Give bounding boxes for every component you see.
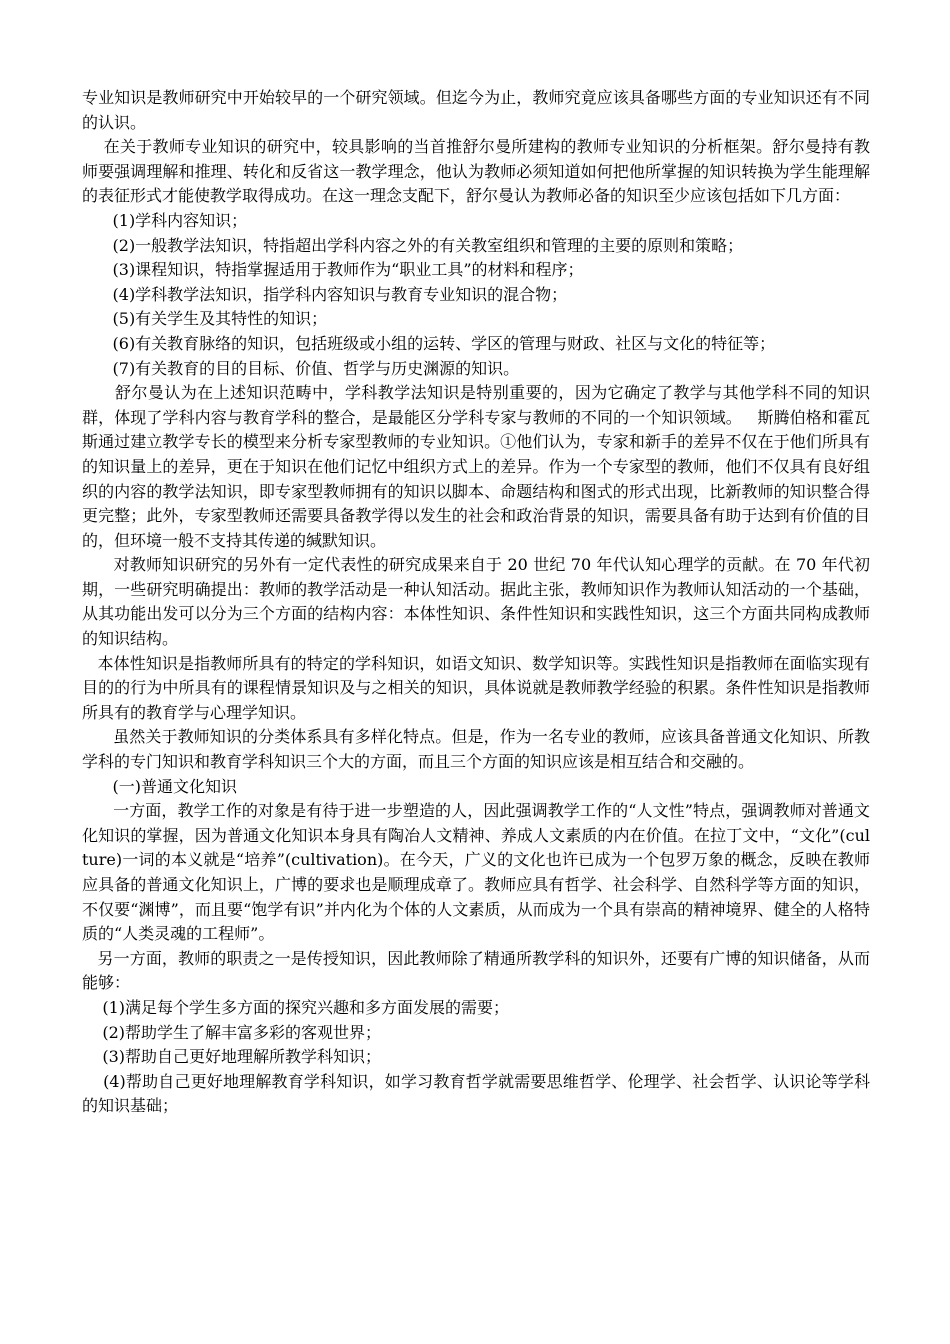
paragraph-pedagogical-knowledge: 舒尔曼认为在上述知识范畴中，学科教学法知识是特别重要的，因为它确定了教学与其他学科不同的知识群，体现了学科内容与教育学科的整合，是最能区分学科专家与教师的不同的一个知识领域。 斯腾伯格和霍瓦斯通过建立教学专长的模型来分析专家型教师的专业知识。①他们认为，专家和新手的差异不仅在于他们所具有的知识量上的差异，更在于知识在他们记忆中组织方式上的差异。作为一个专家型的教师，他们不仅具有良好组织的内容的教学法知识，即专家型教师拥有的知识以脚本、命题结构和图式的形式出现，比新教师的知识整合得更完整；此外，专家型教师还需要具备教学得以发生的社会和政治背景的知识，需要具备有助于达到有价值的目的，但环境一般不支持其传递的缄默知识。: [82, 383, 870, 550]
benefit-item-2: (2)帮助学生了解丰富多彩的客观世界；: [82, 1022, 382, 1042]
list-item-3: (3)课程知识，特指掌握适用于教师作为“职业工具”的材料和程序；: [82, 260, 584, 280]
list-item-1: (1)学科内容知识；: [82, 210, 248, 230]
list-item-4: (4)学科教学法知识，指学科内容知识与教育专业知识的混合物；: [82, 284, 568, 304]
benefit-item-4: (4)帮助自己更好地理解教育学科知识，如学习教育哲学就需要思维哲学、伦理学、社会哲学、认识论等学科的知识基础；: [82, 1071, 870, 1116]
list-item-5: (5)有关学生及其特性的知识；: [82, 309, 328, 329]
list-item-6: (6)有关教育脉络的知识，包括班级或小组的运转、学区的管理与财政、社区与文化的特征等；: [82, 333, 776, 353]
paragraph-intro: 专业知识是教师研究中开始较早的一个研究领域。但迄今为止，教师究竟应该具备哪些方面的专业知识还有不同的认识。: [82, 88, 870, 132]
paragraph-classification: 虽然关于教师知识的分类体系具有多样化特点。但是，作为一名专业的教师，应该具备普通文化知识、所教学科的专门知识和教育学科知识三个大的方面，而且三个方面的知识应该是相互结合和交融的。: [82, 727, 870, 772]
benefit-item-1: (1)满足每个学生多方面的探究兴趣和多方面发展的需要；: [82, 997, 510, 1017]
list-item-7: (7)有关教育的目的目标、价值、哲学与历史渊源的知识。: [82, 358, 520, 378]
document-page: [82, 86, 870, 1119]
paragraph-knowledge-types: 本体性知识是指教师所具有的特定的学科知识，如语文知识、数学知识等。实践性知识是指教师在面临实现有目的的行为中所具有的课程情景知识及与之相关的知识，具体说就是教师教学经验的积累。条件性知识是指教师所具有的教育学与心理学知识。: [82, 653, 870, 722]
paragraph-cognitive-psychology: 对教师知识研究的另外有一定代表性的研究成果来自于 20 世纪 70 年代认知心理学的贡献。在 70 年代初期，一些研究明确提出：教师的教学活动是一种认知活动。据此主张，教师知识作为教师认知活动的一个基础，从其功能出发可以分为三个方面的结构内容：本体性知识、条件性知识和实践性知识，这三个方面共同构成教师的知识结构。: [82, 555, 870, 649]
paragraph-humanistic: 一方面，教学工作的对象是有待于进一步塑造的人，因此强调教学工作的“人文性”特点，强调教师对普通文化知识的掌握，因为普通文化知识本身具有陶冶人文精神、养成人文素质的内在价值。在拉丁文中，“文化”(culture)一词的本义就是“培养”(cultivation)。在今天，广义的文化也许已成为一个包罗万象的概念，反映在教师应具备的普通文化知识上，广博的要求也是顺理成章了。教师应具有哲学、社会科学、自然科学等方面的知识，不仅要“渊博”，而且要“饱学有识”并内化为个体的人文素质，从而成为一个具有崇高的精神境界、健全的人格特质的“人类灵魂的工程师”。: [82, 801, 871, 944]
paragraph-shulman-framework: 在关于教师专业知识的研究中，较具影响的当首推舒尔曼所建构的教师专业知识的分析框架。舒尔曼持有教师要强调理解和推理、转化和反省这一教学理念，他认为教师必须知道如何把他所掌握的知识转换为学生能理解的表征形式才能使教学取得成功。在这一理念支配下，舒尔曼认为教师必备的知识至少应该包括如下几方面：: [82, 137, 871, 206]
benefit-item-3: (3)帮助自己更好地理解所教学科知识；: [82, 1047, 382, 1067]
list-item-2: (2)一般教学法知识，特指超出学科内容之外的有关教室组织和管理的主要的原则和策略；: [82, 235, 744, 255]
paragraph-duty: 另一方面，教师的职责之一是传授知识，因此教师除了精通所教学科的知识外，还要有广博的知识储备，从而能够：: [82, 948, 870, 993]
section-heading-general-culture: (一)普通文化知识: [82, 776, 238, 796]
